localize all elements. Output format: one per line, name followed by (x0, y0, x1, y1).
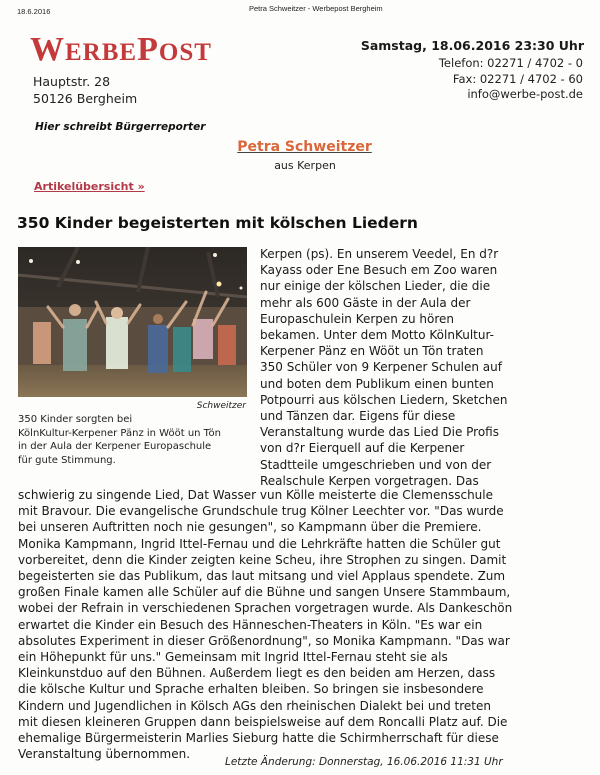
caption-line: 350 Kinder sorgten bei (18, 414, 133, 425)
body-line: Veranstaltung übernommen. (18, 747, 191, 762)
body-line: Kayass oder Ene Besuch em Zoo waren (260, 263, 498, 278)
reporter-name-link[interactable]: Petra Schweitzer (237, 139, 372, 155)
body-line: schwierig zu singende Lied, Dat Wasser vun Kölle meisterte die Clemensschule (18, 488, 494, 502)
body-line: Monika Kampmann, Ingrid Ittel-Fernau und die Lehrkräfte hatten die Schüler gut (18, 536, 501, 551)
body-line: ehemalige Bürgermeisterin Marlies Sieburg hatte die Schirmherrschaft für diese (18, 731, 499, 746)
body-line: Veranstaltung wurde das Lied Die Profis (260, 425, 499, 440)
current-dateline: Samstag, 18.06.2016 23:30 Uhr (360, 38, 584, 53)
body-line: großen Finale kamen alle Schüler auf die Bühne und sangen Unsere Stammbaum, (18, 585, 511, 600)
reporter-location: aus Kerpen (274, 159, 336, 172)
body-line: mit diesen kleineren Gruppen dann beispielsweise auf dem Roncalli Platz auf. Die (18, 714, 508, 729)
body-line: vorbereitet, denn die Kinder zeigten keine Scheu, ihre Strophen zu singen. Damit (18, 552, 507, 567)
body-line: und boten dem Publikum einen bunten (260, 376, 494, 391)
body-line: Kindern und Jugendlichen in Kölsch AGs den rheinischen Dialekt bei und treten (18, 698, 491, 713)
photo-caption (18, 413, 258, 467)
body-line: mit Bravour. Die evangelische Grundschule trug Kölner Leechter vor. "Das wurde (18, 504, 504, 519)
body-line: wobei der Refrain in verschiedenen Sprachen vorgetragen wurde. Als Dankeschön (18, 601, 513, 616)
article-overview-link[interactable]: Artikelübersicht » (34, 180, 145, 193)
print-date: 18.6.2016 (17, 7, 51, 16)
body-line: Kerpener Pänz en Wööt un Tön traten (260, 344, 484, 359)
body-line: absolutes Experiment in dieser Größenordnung", so Monika Kampmann. "Das war (18, 633, 510, 648)
caption-line: in der Aula der Kerpener Europaschule (18, 441, 212, 452)
body-line: Stadtteile umgeschrieben und von der (260, 457, 492, 472)
body-line: mehr als 600 Gäste in der Aula der (260, 295, 471, 310)
last-modified: Letzte Änderung: Donnerstag, 16.06.2016 11:31 Uhr (225, 756, 503, 768)
caption-line: KölnKultur-Kerpener Pänz in Wööt un Tön (18, 427, 221, 439)
logo-rest-erbe: ERBE (65, 39, 138, 66)
body-line: ein Höhepunkt für uns." Gemeinsam mit Ingrid Ittel-Fernau steht sie als (18, 650, 448, 665)
photo-credit: Schweitzer (196, 401, 246, 411)
address-city: 50126 Bergheim (33, 91, 138, 106)
contact-phone: Telefon: 02271 / 4702 - 0 (438, 56, 583, 70)
werbepost-logo[interactable] (30, 33, 212, 67)
body-line: die kölsche Kultur und Sprache erhalten bleiben. So bringen sie insbesondere (18, 682, 484, 697)
contact-info (439, 56, 583, 103)
logo-rest-ost: OST (158, 39, 212, 66)
body-line: bekamen. Unter dem Motto KölnKultur- (260, 328, 494, 343)
contact-email[interactable]: info@werbe-post.de (467, 87, 583, 101)
photo-children-on-stage (18, 247, 247, 397)
reporter-name-row (0, 136, 600, 155)
body-line: erwartet die Kinder ein Besuch des Hänneschen-Theaters in Köln. "Es war ein (18, 617, 483, 632)
body-line: von d?r Eierquell auf die Kerpener (260, 441, 465, 456)
logo-initial-w: W (30, 31, 65, 68)
article-body-full (18, 487, 588, 762)
article-body-column (260, 246, 590, 489)
body-line: nur einige der kölschen Lieder, die die (260, 279, 491, 294)
body-line: Kerpen (ps). En unserem Veedel, En d?r (260, 247, 499, 261)
body-line: Europaschulein Kerpen zu hören (260, 311, 455, 326)
body-line: Potpourri aus kölschen Liedern, Sketchen (260, 392, 508, 407)
article-photo[interactable] (18, 247, 247, 397)
publisher-address (33, 73, 137, 107)
body-line: bei unseren Auftritten noch nie gesungen", so Kampmann über die Premiere. (18, 520, 482, 535)
print-header (0, 4, 600, 16)
body-line: begeisterten sie das Publikum, das laut mitsang und viel Applaus spendete. Zum (18, 569, 506, 584)
body-line: und Tänzen dar. Eigens für diese (260, 409, 456, 424)
print-title: Petra Schweitzer - Werbepost Bergheim (249, 4, 383, 13)
body-line: Realschule Kerpen vorgetragen. Das (260, 473, 479, 488)
contact-fax: Fax: 02271 / 4702 - 60 (452, 71, 583, 86)
reporter-intro: Hier schreibt Bürgerreporter (35, 121, 206, 133)
article-headline: 350 Kinder begeisterten mit kölschen Liedern (17, 214, 418, 232)
body-line: 350 Schüler von 9 Kerpener Schulen auf (260, 360, 502, 375)
logo-initial-p: P (137, 31, 159, 68)
address-street: Hauptstr. 28 (33, 74, 111, 89)
body-line: Kleinkunstduo auf den Bühnen. Außerdem liegt es den beiden am Herzen, dass (18, 666, 496, 681)
caption-line: für gute Stimmung. (18, 454, 116, 466)
